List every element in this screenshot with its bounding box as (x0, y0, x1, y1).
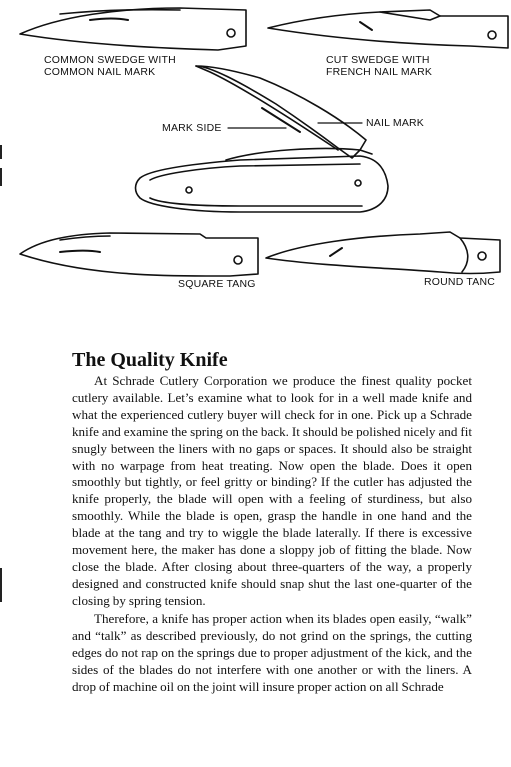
label-cut-swedge: CUT SWEDGE WITH FRENCH NAIL MARK (326, 54, 433, 78)
label-nail-mark: NAIL MARK (366, 117, 425, 129)
label-mark-side: MARK SIDE (162, 122, 222, 134)
square-tang-blade-drawing (20, 233, 258, 276)
article-heading: The Quality Knife (72, 349, 228, 371)
scan-margin-mark (0, 568, 2, 602)
cut-swedge-blade-drawing (268, 10, 508, 48)
label-common-swedge: COMMON SWEDGE WITH COMMON NAIL MARK (44, 54, 176, 78)
open-pocket-knife-drawing (136, 66, 389, 212)
article-paragraph-1: At Schrade Cutlery Corporation we produce the finest quality pocket cutlery available. Let’s examine what to look for in a well made knife and what the experienced cutlery buyer will check for in one. Pick up a Schrade knife and examine the spring on the back. It should be polished nicely and fit snugly between the liners with no gaps or spaces. It should also be straight with no warpage from heat treating. Now open the blade. Does it open smoothly but tightly, or feel gritty or binding? If the cutler has adjusted the knife properly, the blade will open with a feeling of sturdiness, but also smoothly. While the blade is open, grasp the handle in one hand and the blade at the tang and try to wiggle the blade laterally. If there is excessive movement here, the maker has done a sloppy job of fitting the blade. Now close the blade. After closing about three-quarters of the way, a properly designed and constructed knife should snap shut the last one-quarter of the closing by spring tension. (72, 373, 472, 608)
round-tang-blade-drawing (266, 232, 500, 274)
scan-margin-mark (0, 145, 2, 159)
label-square-tang: SQUARE TANG (178, 278, 256, 290)
common-swedge-blade-drawing (20, 8, 246, 50)
label-round-tang: ROUND TANC (424, 276, 496, 288)
article-paragraph-2: Therefore, a knife has proper action when its blades open easily, “walk” and “talk” as described previously, do not grind on the springs, the cutting edges do not rap on the springs due to proper adjustment of the kick, and the sides of the blades do not interfere with one another or with the liners. A drop of machine oil on the joint will insure proper action on all Schrade (72, 611, 472, 694)
scan-margin-mark (0, 168, 2, 186)
